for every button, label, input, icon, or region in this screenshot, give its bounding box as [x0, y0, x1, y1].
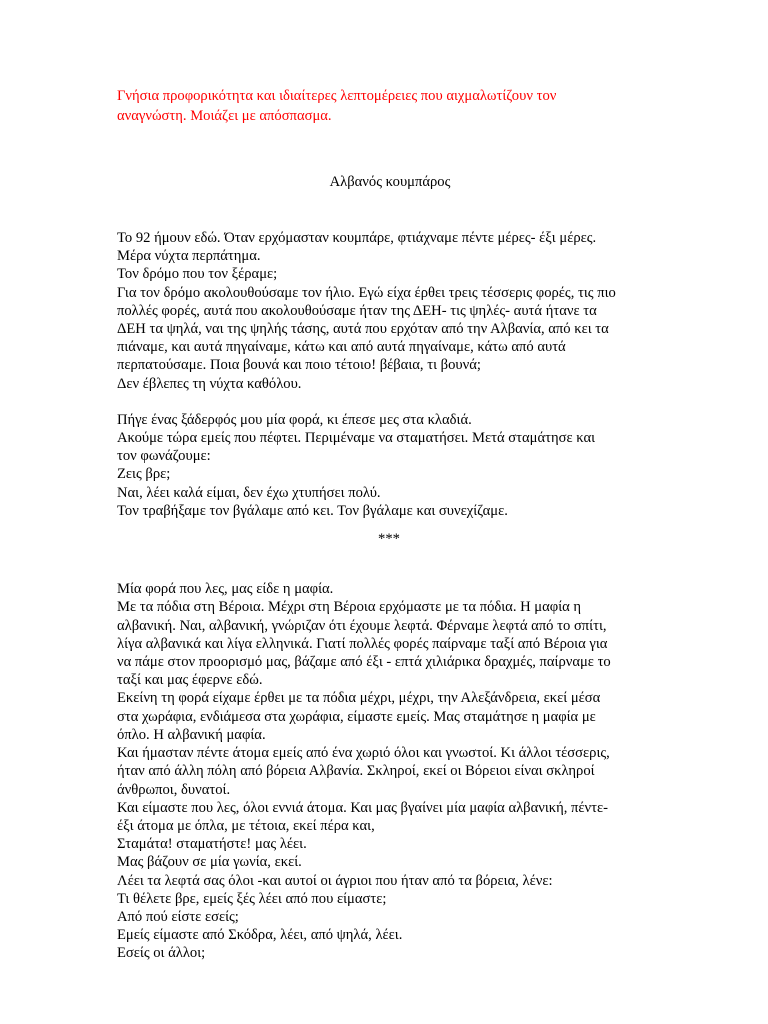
editor-note: [117, 86, 657, 127]
text-line: Με τα πόδια στη Βέροια. Μέχρι στη Βέροια ερχόμαστε με τα πόδια. Η μαφία η: [117, 599, 582, 616]
text-line: τον φωνάζουμε:: [117, 448, 211, 465]
text-line: ήταν από άλλη πόλη από βόρεια Αλβανία. Σκληροί, εκεί οι Βόρειοι είναι σκληροί: [117, 763, 595, 780]
text-line: περπατούσαμε. Ποια βουνά και ποιο τέτοιο! βέβαια, τι βουνά;: [117, 357, 481, 374]
editor-note-line: αναγνώστη. Μοιάζει με απόσπασμα.: [117, 108, 332, 125]
editor-note-line: Γνήσια προφορικότητα και ιδιαίτερες λεπτομέρειες που αιχμαλωτίζουν τον: [117, 88, 557, 104]
text-line: πολλές φορές, αυτά που ακολουθούσαμε ήταν της ΔΕΗ- τις ψηλές- αυτά ήτανε τα: [117, 302, 597, 319]
text-line: Λέει τα λεφτά σας όλοι -και αυτοί οι άγριοι που ήταν από τα βόρεια, λένε:: [117, 872, 553, 889]
paragraph-crossing: [117, 229, 657, 393]
text-line: Σταμάτα! σταματήστε! μας λέει.: [117, 836, 307, 853]
text-line: Ζεις βρε;: [117, 466, 171, 483]
text-line: Ναι, λέει καλά είμαι, δεν έχω χτυπήσει πολύ.: [117, 484, 381, 501]
text-line: όπλο. Η αλβανική μαφία.: [117, 726, 266, 743]
text-line: στα χωράφια, ενδιάμεσα στα χωράφια, είμαστε εμείς. Μας σταμάτησε η μαφία με: [117, 708, 596, 725]
text-line: Για τον δρόμο ακολουθούσαμε τον ήλιο. Εγώ είχα έρθει τρεις τέσσερις φορές, τις πιο: [117, 284, 616, 301]
document-content: [117, 86, 657, 963]
text-line: Μία φορά που λες, μας είδε η μαφία.: [117, 581, 334, 598]
text-line: Και ήμασταν πέντε άτομα εμείς από ένα χωριό όλοι και γνωστοί. Κι άλλοι τέσσερις,: [117, 745, 610, 762]
text-line: Τον δρόμο που τον ξέραμε;: [117, 266, 278, 283]
text-line: Δεν έβλεπες τη νύχτα καθόλου.: [117, 375, 302, 392]
text-line: Από πού είστε εσείς;: [117, 908, 239, 925]
text-line: αλβανική. Ναι, αλβανική, γνώριζαν ότι έχουμε λεφτά. Φέρναμε λεφτά από το σπίτι,: [117, 617, 607, 634]
paragraph-cousin: [117, 411, 657, 520]
text-line: Τον τραβήξαμε τον βγάλαμε από κει. Τον βγάλαμε και συνεχίζαμε.: [117, 502, 508, 519]
text-line: Εκείνη τη φορά είχαμε έρθει με τα πόδια μέχρι, μέχρι, την Αλεξάνδρεια, εκεί μέσα: [117, 690, 601, 707]
text-line: Τι θέλετε βρε, εμείς ξές λέει από που είμαστε;: [117, 890, 387, 907]
text-line: Εσείς οι άλλοι;: [117, 945, 206, 962]
text-line: Και είμαστε που λες, όλοι εννιά άτομα. Και μας βγαίνει μία μαφία αλβανική, πέντε-: [117, 799, 609, 816]
text-line: ταξί και μας έφερνε εδώ.: [117, 672, 263, 689]
paragraph-mafia: [117, 580, 657, 962]
text-line: Εμείς είμαστε από Σκόδρα, λέει, από ψηλά, λέει.: [117, 927, 403, 944]
text-line: Μέρα νύχτα περπάτημα.: [117, 248, 261, 265]
section-separator: ***: [378, 531, 400, 548]
text-line: πιάναμε, και αυτά πηγαίναμε, κάτω και από αυτά πηγαίναμε, κάτω από αυτά: [117, 339, 566, 356]
text-line: ΔΕΗ τα ψηλά, ναι της ψηλής τάσης, αυτά που ερχόταν από την Αλβανία, από κει τα: [117, 321, 609, 338]
text-line: Το 92 ήμουν εδώ. Όταν ερχόμασταν κουμπάρε, φτιάχναμε πέντε μέρες- έξι μέρες.: [117, 230, 597, 247]
text-line: έξι άτομα με όπλα, με τέτοια, εκεί πέρα και,: [117, 817, 375, 834]
text-line: Ακούμε τώρα εμείς που πέφτει. Περιμέναμε να σταματήσει. Μετά σταμάτησε και: [117, 430, 596, 447]
text-line: Πήγε ένας ξάδερφός μου μία φορά, κι έπεσε μες στα κλαδιά.: [117, 411, 472, 428]
story-title: Αλβανός κουμπάρος: [329, 173, 451, 190]
text-line: να πάμε στον προορισμό μας, βάζαμε από έξι - επτά χιλιάρικα δραχμές, παίρναμε το: [117, 654, 611, 671]
text-line: λίγα αλβανικά και λίγα ελληνικά. Γιατί πολλές φορές παίρναμε ταξί από Βέροια για: [117, 635, 608, 652]
text-line: άνθρωποι, δυνατοί.: [117, 781, 231, 798]
text-line: Μας βάζουν σε μία γωνία, εκεί.: [117, 854, 302, 871]
